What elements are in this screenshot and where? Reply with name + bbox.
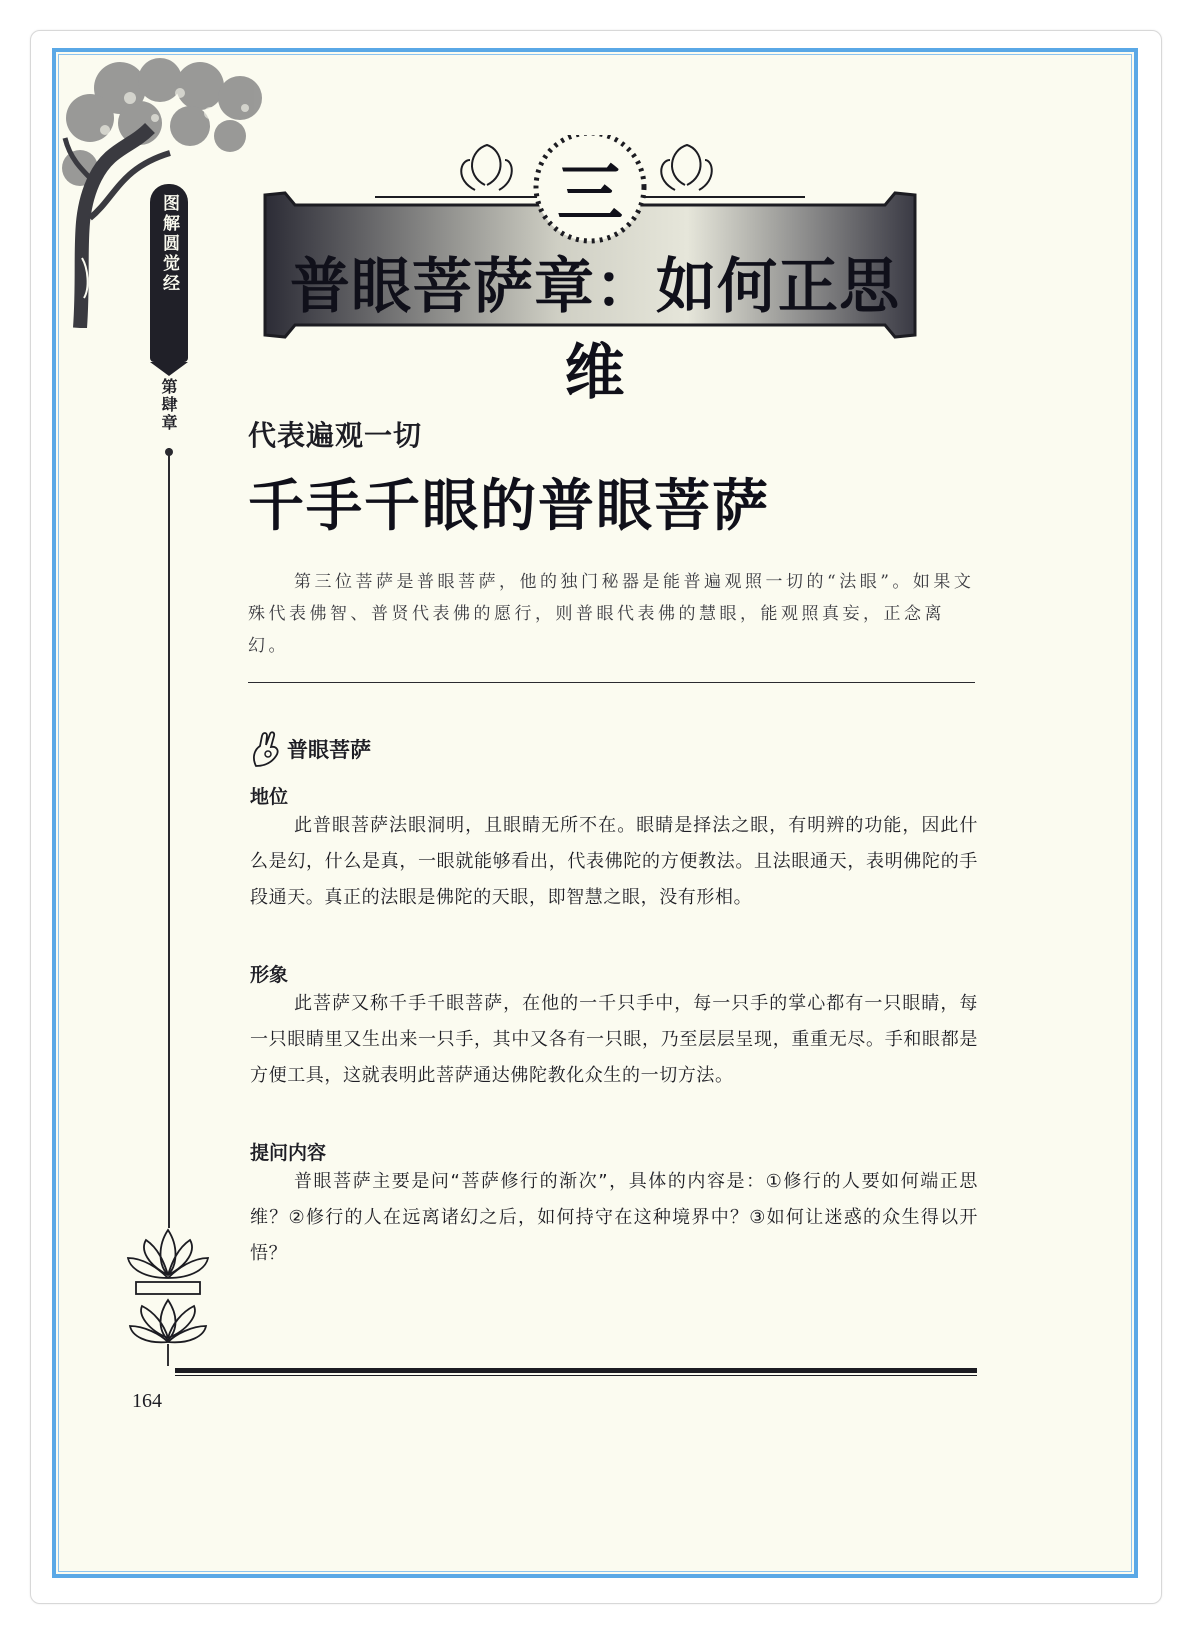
footer-rule-thin [175, 1375, 977, 1376]
block-text-appearance: 此菩萨又称千手千眼菩萨，在他的一千只手中，每一只手的掌心都有一只眼睛，每一只眼睛里又生出来一只手，其中又各有一只眼，乃至层层呈现，重重无尽。手和眼都是方便工具，这就表明此菩萨通达佛陀教化众生的一切方法。 [250, 993, 978, 1086]
hand-mudra-icon [248, 730, 282, 770]
block-title-questions: 提问内容 [250, 1142, 327, 1164]
chapter-title: 普眼菩萨章：如何正思维 [290, 252, 900, 408]
section-subtitle: 代表遍观一切 [248, 419, 423, 452]
footer-rule [175, 1368, 977, 1373]
lotus-ornament [118, 1220, 218, 1370]
page-number: 164 [132, 1390, 162, 1412]
intro-paragraph: 第三位菩萨是普眼菩萨，他的独门秘器是能普遍观照一切的“法眼”。如果文殊代表佛智、普贤代表佛的愿行，则普眼代表佛的慧眼，能观照真妄，正念离幻。 [248, 572, 975, 656]
block-text-questions: 普眼菩萨主要是问“菩萨修行的渐次”，具体的内容是：①修行的人要如何端正思维？②修行的人在远离诸幻之后，如何持守在这种境界中？③如何让迷惑的众生得以开悟？ [250, 1171, 978, 1264]
section-main-title: 千手千眼的普眼菩萨 [248, 473, 770, 539]
block-title-appearance: 形象 [250, 964, 289, 986]
chapter-label: 第肆章 [159, 378, 178, 432]
section-heading: 普眼菩萨 [287, 738, 371, 762]
tab-point [150, 362, 188, 376]
block-text-status: 此普眼菩萨法眼洞明，且眼睛无所不在。眼睛是择法之眼，有明辨的功能，因此什么是幻，什么是真，一眼就能够看出，代表佛陀的方便教法。且法眼通天，表明佛陀的手段通天。真正的法眼是佛陀的天眼，即智慧之眼，没有形相。 [250, 815, 978, 908]
book-title: 图解圆觉经 [159, 194, 179, 294]
block-title-status: 地位 [250, 786, 289, 808]
chapter-number: 三 [557, 154, 623, 232]
book-title-tab [150, 184, 188, 362]
divider-rule [248, 682, 975, 683]
side-line [168, 448, 170, 1228]
